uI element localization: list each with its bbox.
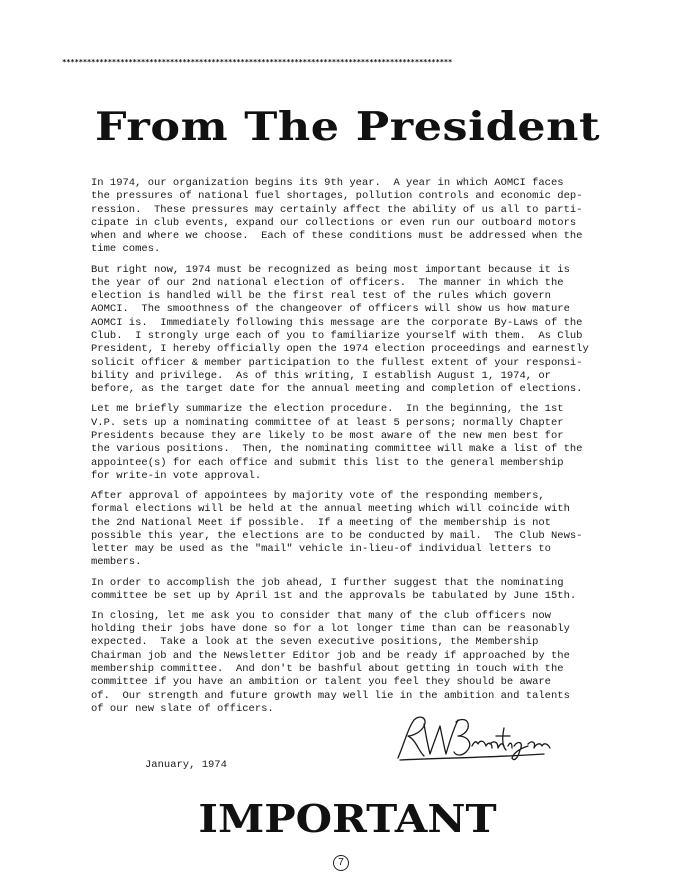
handwritten-signature xyxy=(394,714,554,764)
text-line: of our new slate of officers. xyxy=(91,702,274,715)
text-line: of. Our strength and future growth may well lie in the ambition and talents xyxy=(91,689,570,702)
text-line: committee be set up by April 1st and the approvals be tabulated by June 15th. xyxy=(91,589,577,602)
text-line: In 1974, our organization begins its 9th year. A year in which AOMCI faces xyxy=(91,177,564,189)
text-line: the pressures of national fuel shortages, pollution controls and economic dep- xyxy=(91,190,583,203)
text-line: V.P. sets up a nominating committee of at least 5 persons; normally Chapter xyxy=(91,416,564,429)
paragraph xyxy=(91,610,611,716)
paragraph xyxy=(91,403,611,483)
text-line: But right now, 1974 must be recognized as being most important because it is xyxy=(91,263,570,276)
text-line: bility and privilege. As of this writing, I establish August 1, 1974, or xyxy=(91,369,551,382)
text-line: Club. I strongly urge each of you to familiarize yourself with them. As Club xyxy=(91,330,583,343)
text-line: President, I hereby officially open the 1974 election proceedings and earnestly xyxy=(91,343,589,356)
text-line: the various positions. Then, the nominating committee will make a list of the xyxy=(91,443,583,456)
paragraph xyxy=(91,577,611,604)
paragraph xyxy=(91,177,611,257)
text-line: membership committee. And don't be bashful about getting in touch with the xyxy=(91,663,564,676)
text-line: appointee(s) for each office and submit this list to the general membership xyxy=(91,456,564,469)
text-line: for write-in vote approval. xyxy=(91,469,262,482)
text-line: before, as the target date for the annual meeting and completion of elections. xyxy=(91,383,583,396)
paragraph xyxy=(91,264,611,397)
text-line: ression. These pressures may certainly affect the ability of us all to parti- xyxy=(91,203,583,216)
text-line: In order to accomplish the job ahead, I further suggest that the nominating xyxy=(91,576,564,589)
text-line: the year of our 2nd national election of officers. The manner in which the xyxy=(91,276,564,289)
text-line: Chairman job and the Newsletter Editor job and be ready if approached by the xyxy=(91,649,570,662)
text-line: formal elections will be held at the annual meeting which will coincide with xyxy=(91,503,570,516)
text-line: election is handled will be the first real test of the rules which govern xyxy=(91,290,551,303)
important-heading: IMPORTANT xyxy=(198,796,497,841)
text-line: possible this year, the elections are to be conducted by mail. The Club News- xyxy=(91,529,583,542)
text-line: time comes. xyxy=(91,243,161,256)
text-line: when and where we choose. Each of these conditions must be addressed when the xyxy=(91,230,583,243)
page-title: From The President xyxy=(95,104,601,150)
text-line: committee if you have an ambition or talent you feel they should be aware xyxy=(91,676,551,689)
text-line: members. xyxy=(91,556,142,569)
paragraph xyxy=(91,490,611,570)
letter-date: January, 1974 xyxy=(145,759,227,771)
text-line: cipate in club events, expand our collections or even run our outboard motors xyxy=(91,216,577,229)
text-line: expected. Take a look at the seven executive positions, the Membership xyxy=(91,636,539,649)
text-line: solicit officer & member participation to the fullest extent of your responsi- xyxy=(91,356,583,369)
page-number: 7 xyxy=(333,855,349,871)
text-line: AOMCI is. Immediately following this message are the corporate By-Laws of the xyxy=(91,316,583,329)
text-line: After approval of appointees by majority vote of the responding members, xyxy=(91,489,545,502)
text-line: In closing, let me ask you to consider that many of the club officers now xyxy=(91,609,551,622)
letter-body xyxy=(91,177,611,723)
text-line: holding their jobs have done so for a lot longer time than can be reasonably xyxy=(91,623,570,636)
text-line: AOMCI. The smoothness of the changeover of officers will show us how mature xyxy=(91,303,570,316)
text-line: the 2nd National Meet if possible. If a meeting of the membership is not xyxy=(91,516,551,529)
text-line: Let me briefly summarize the election procedure. In the beginning, the 1st xyxy=(91,403,564,416)
text-line: Presidents because they are likely to be most aware of the new men best for xyxy=(91,429,564,442)
star-divider: ********************************************************************************************** xyxy=(62,57,453,66)
text-line: letter may be used as the "mail" vehicle in-lieu-of individual letters to xyxy=(91,543,551,556)
